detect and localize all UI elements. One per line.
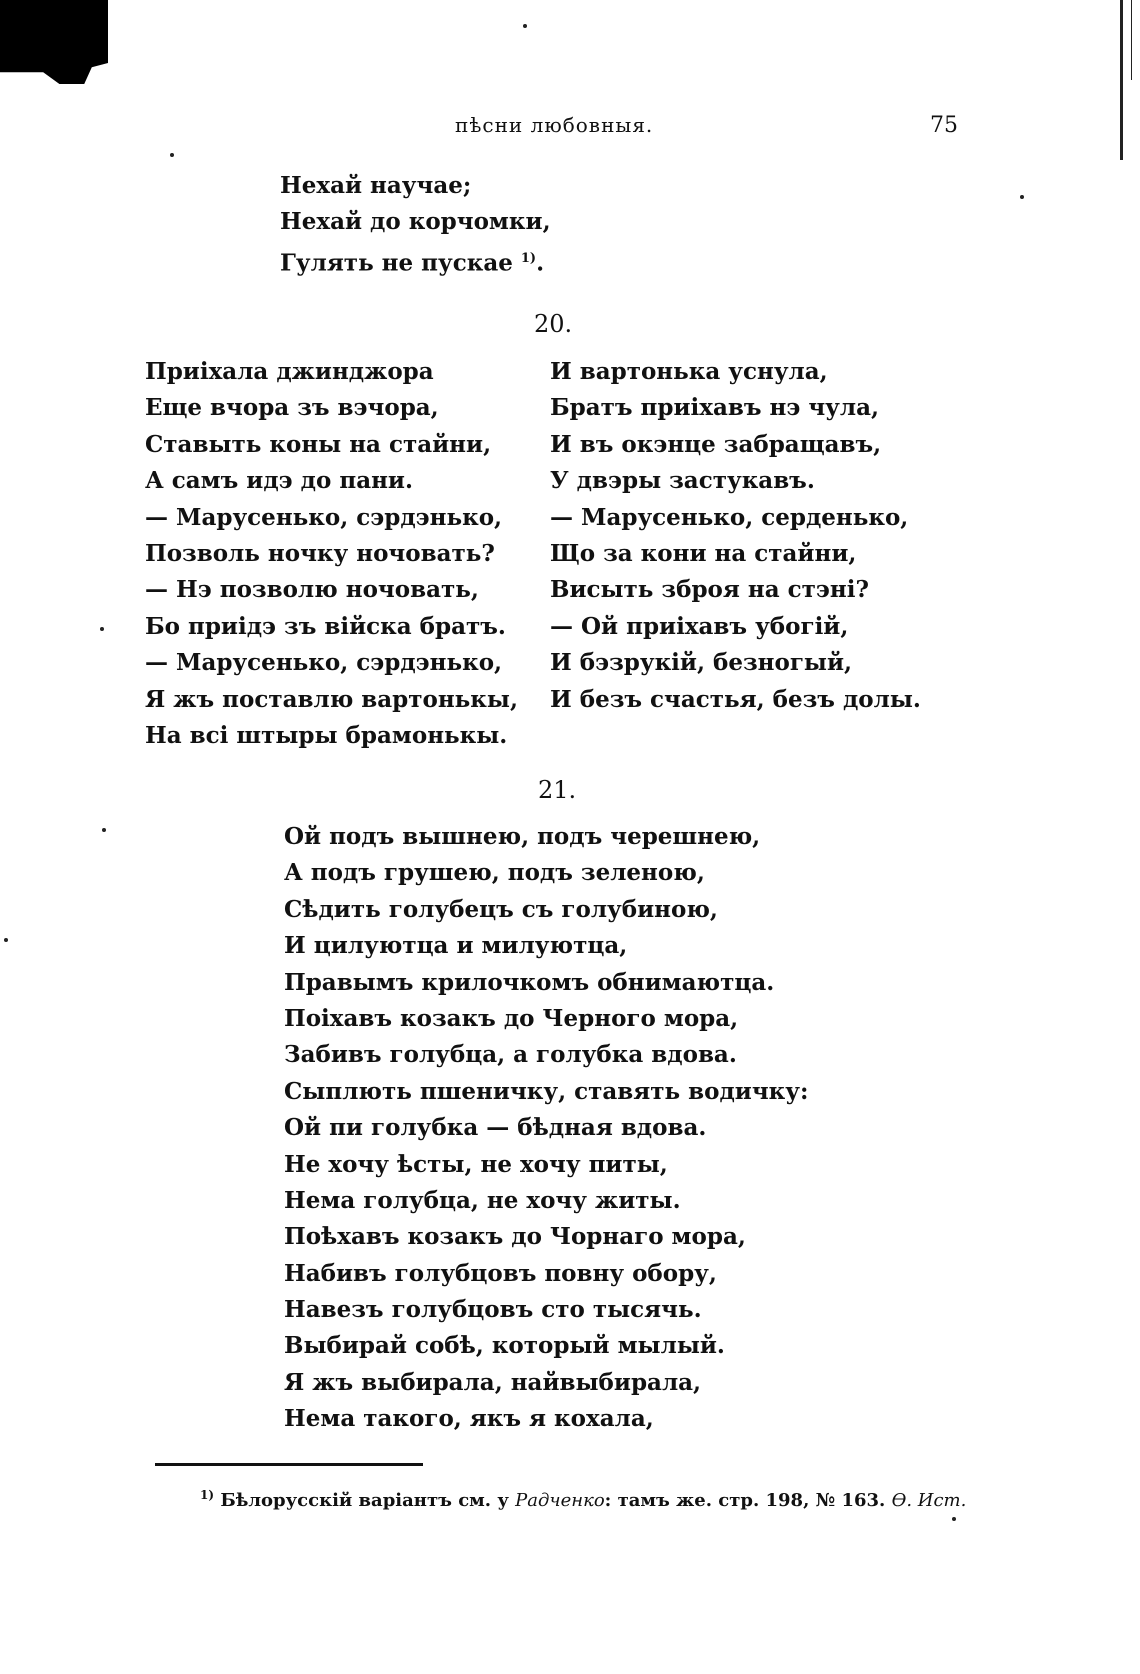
running-title: пѣсни любовныя. xyxy=(455,113,654,137)
verse-line: Забивъ голубца, а голубка вдова. xyxy=(284,1041,737,1069)
verse-line xyxy=(280,241,551,277)
verse-line: И цилуютца и милуютца, xyxy=(284,932,628,960)
verse-line: Нехай научае; xyxy=(280,172,472,199)
verse-line: И бэзрукій, безногый, xyxy=(550,649,853,677)
verse-line: Братъ приіхавъ нэ чула, xyxy=(550,394,880,422)
verse-line: Еще вчора зъ вэчора, xyxy=(145,394,439,422)
verse-line: — Марусенько, серденько, xyxy=(550,503,909,531)
verse-line: Поіхавъ козакъ до Черного мора, xyxy=(284,1004,739,1032)
scan-speck xyxy=(952,1517,956,1521)
verse-line: Правымъ крилочкомъ обнимаютца. xyxy=(284,968,775,996)
verse-line: Ой подъ вышнею, подъ черешнею, xyxy=(284,823,761,850)
verse-line: Навезъ голубцовъ сто тысячь. xyxy=(284,1296,702,1324)
verse-line: И вартонька уснула, xyxy=(550,358,828,385)
scan-speck xyxy=(102,828,106,832)
verse-line: Ой пи голубка — бѣдная вдова. xyxy=(284,1114,707,1142)
verse-line: — Марусенько, сэрдэнько, xyxy=(145,503,503,531)
verse-line: Нема голубца, не хочу житы. xyxy=(284,1186,681,1214)
verse-line: И безъ счастья, безъ долы. xyxy=(550,685,921,713)
verse-line: А подъ грушею, подъ зеленою, xyxy=(284,859,705,887)
footnote-ref: 1) xyxy=(520,250,537,266)
footnote-rule xyxy=(155,1463,423,1466)
verse-line: Сѣдить голубецъ съ голубиною, xyxy=(284,895,718,923)
scan-speck xyxy=(170,153,174,157)
song-21-verse xyxy=(284,819,809,1438)
scan-ink-blot xyxy=(0,0,108,84)
verse-line: — Нэ позволю ночовать, xyxy=(145,576,479,604)
scan-edge-line xyxy=(1131,0,1132,80)
footnote-signature: Ѳ. Ист. xyxy=(891,1490,967,1511)
song-number-20: 20. xyxy=(534,310,573,338)
verse-line: Приіхала джинджора xyxy=(145,358,434,385)
verse-line: — Ой приіхавъ убогій, xyxy=(550,612,849,640)
verse-line: Я жъ поставлю вартонькы, xyxy=(145,685,518,713)
verse-line: На всі штыры брамонькы. xyxy=(145,721,508,749)
verse-line: Ставыть коны на стайни, xyxy=(145,430,492,458)
footnote xyxy=(200,1488,966,1511)
verse-line: Що за кони на стайни, xyxy=(550,539,857,567)
verse-line: А самъ идэ до пани. xyxy=(145,467,413,495)
footnote-reference: : тамъ же. стр. 198, № 163. xyxy=(604,1490,886,1511)
verse-line: Нехай до корчомки, xyxy=(280,208,551,236)
song-20-right-column xyxy=(550,354,921,718)
verse-line: — Марусенько, сэрдэнько, xyxy=(145,649,503,677)
footnote-author: Радченко xyxy=(515,1490,605,1511)
song-20-left-column xyxy=(145,354,518,754)
verse-text: Гулять не пускае xyxy=(280,249,513,277)
verse-line: И въ окэнце забращавъ, xyxy=(550,430,882,458)
footnote-marker: 1) xyxy=(200,1488,215,1502)
verse-line: Набивъ голубцовъ повну обору, xyxy=(284,1259,717,1287)
verse-line: Не хочу ѣсты, не хочу питы, xyxy=(284,1150,668,1178)
verse-line: Сыплють пшеничку, ставять водичку: xyxy=(284,1077,809,1105)
verse-line: Висыть зброя на стэні? xyxy=(550,576,869,604)
verse-line: У двэры застукавъ. xyxy=(550,467,815,495)
intro-stanza xyxy=(280,168,551,277)
verse-line: Позволь ночку ночовать? xyxy=(145,539,495,567)
footnote-text: Бѣлорусскій варіантъ см. у xyxy=(220,1490,509,1511)
verse-line: Поѣхавъ козакъ до Чорнаго мора, xyxy=(284,1223,746,1251)
verse-punctuation: . xyxy=(536,249,545,277)
verse-line: Бо приідэ зъ війска братъ. xyxy=(145,612,506,640)
page-number: 75 xyxy=(930,113,958,138)
scan-speck xyxy=(1020,195,1024,199)
scan-speck xyxy=(4,938,8,942)
verse-line: Нема такого, якъ я кохала, xyxy=(284,1405,654,1433)
verse-line: Я жъ выбирала, найвыбирала, xyxy=(284,1368,702,1396)
scan-speck xyxy=(100,627,104,631)
running-header xyxy=(0,113,1140,143)
song-number-21: 21. xyxy=(538,776,577,804)
verse-line: Выбирай собѣ, который мылый. xyxy=(284,1332,725,1360)
scan-speck xyxy=(523,24,527,28)
